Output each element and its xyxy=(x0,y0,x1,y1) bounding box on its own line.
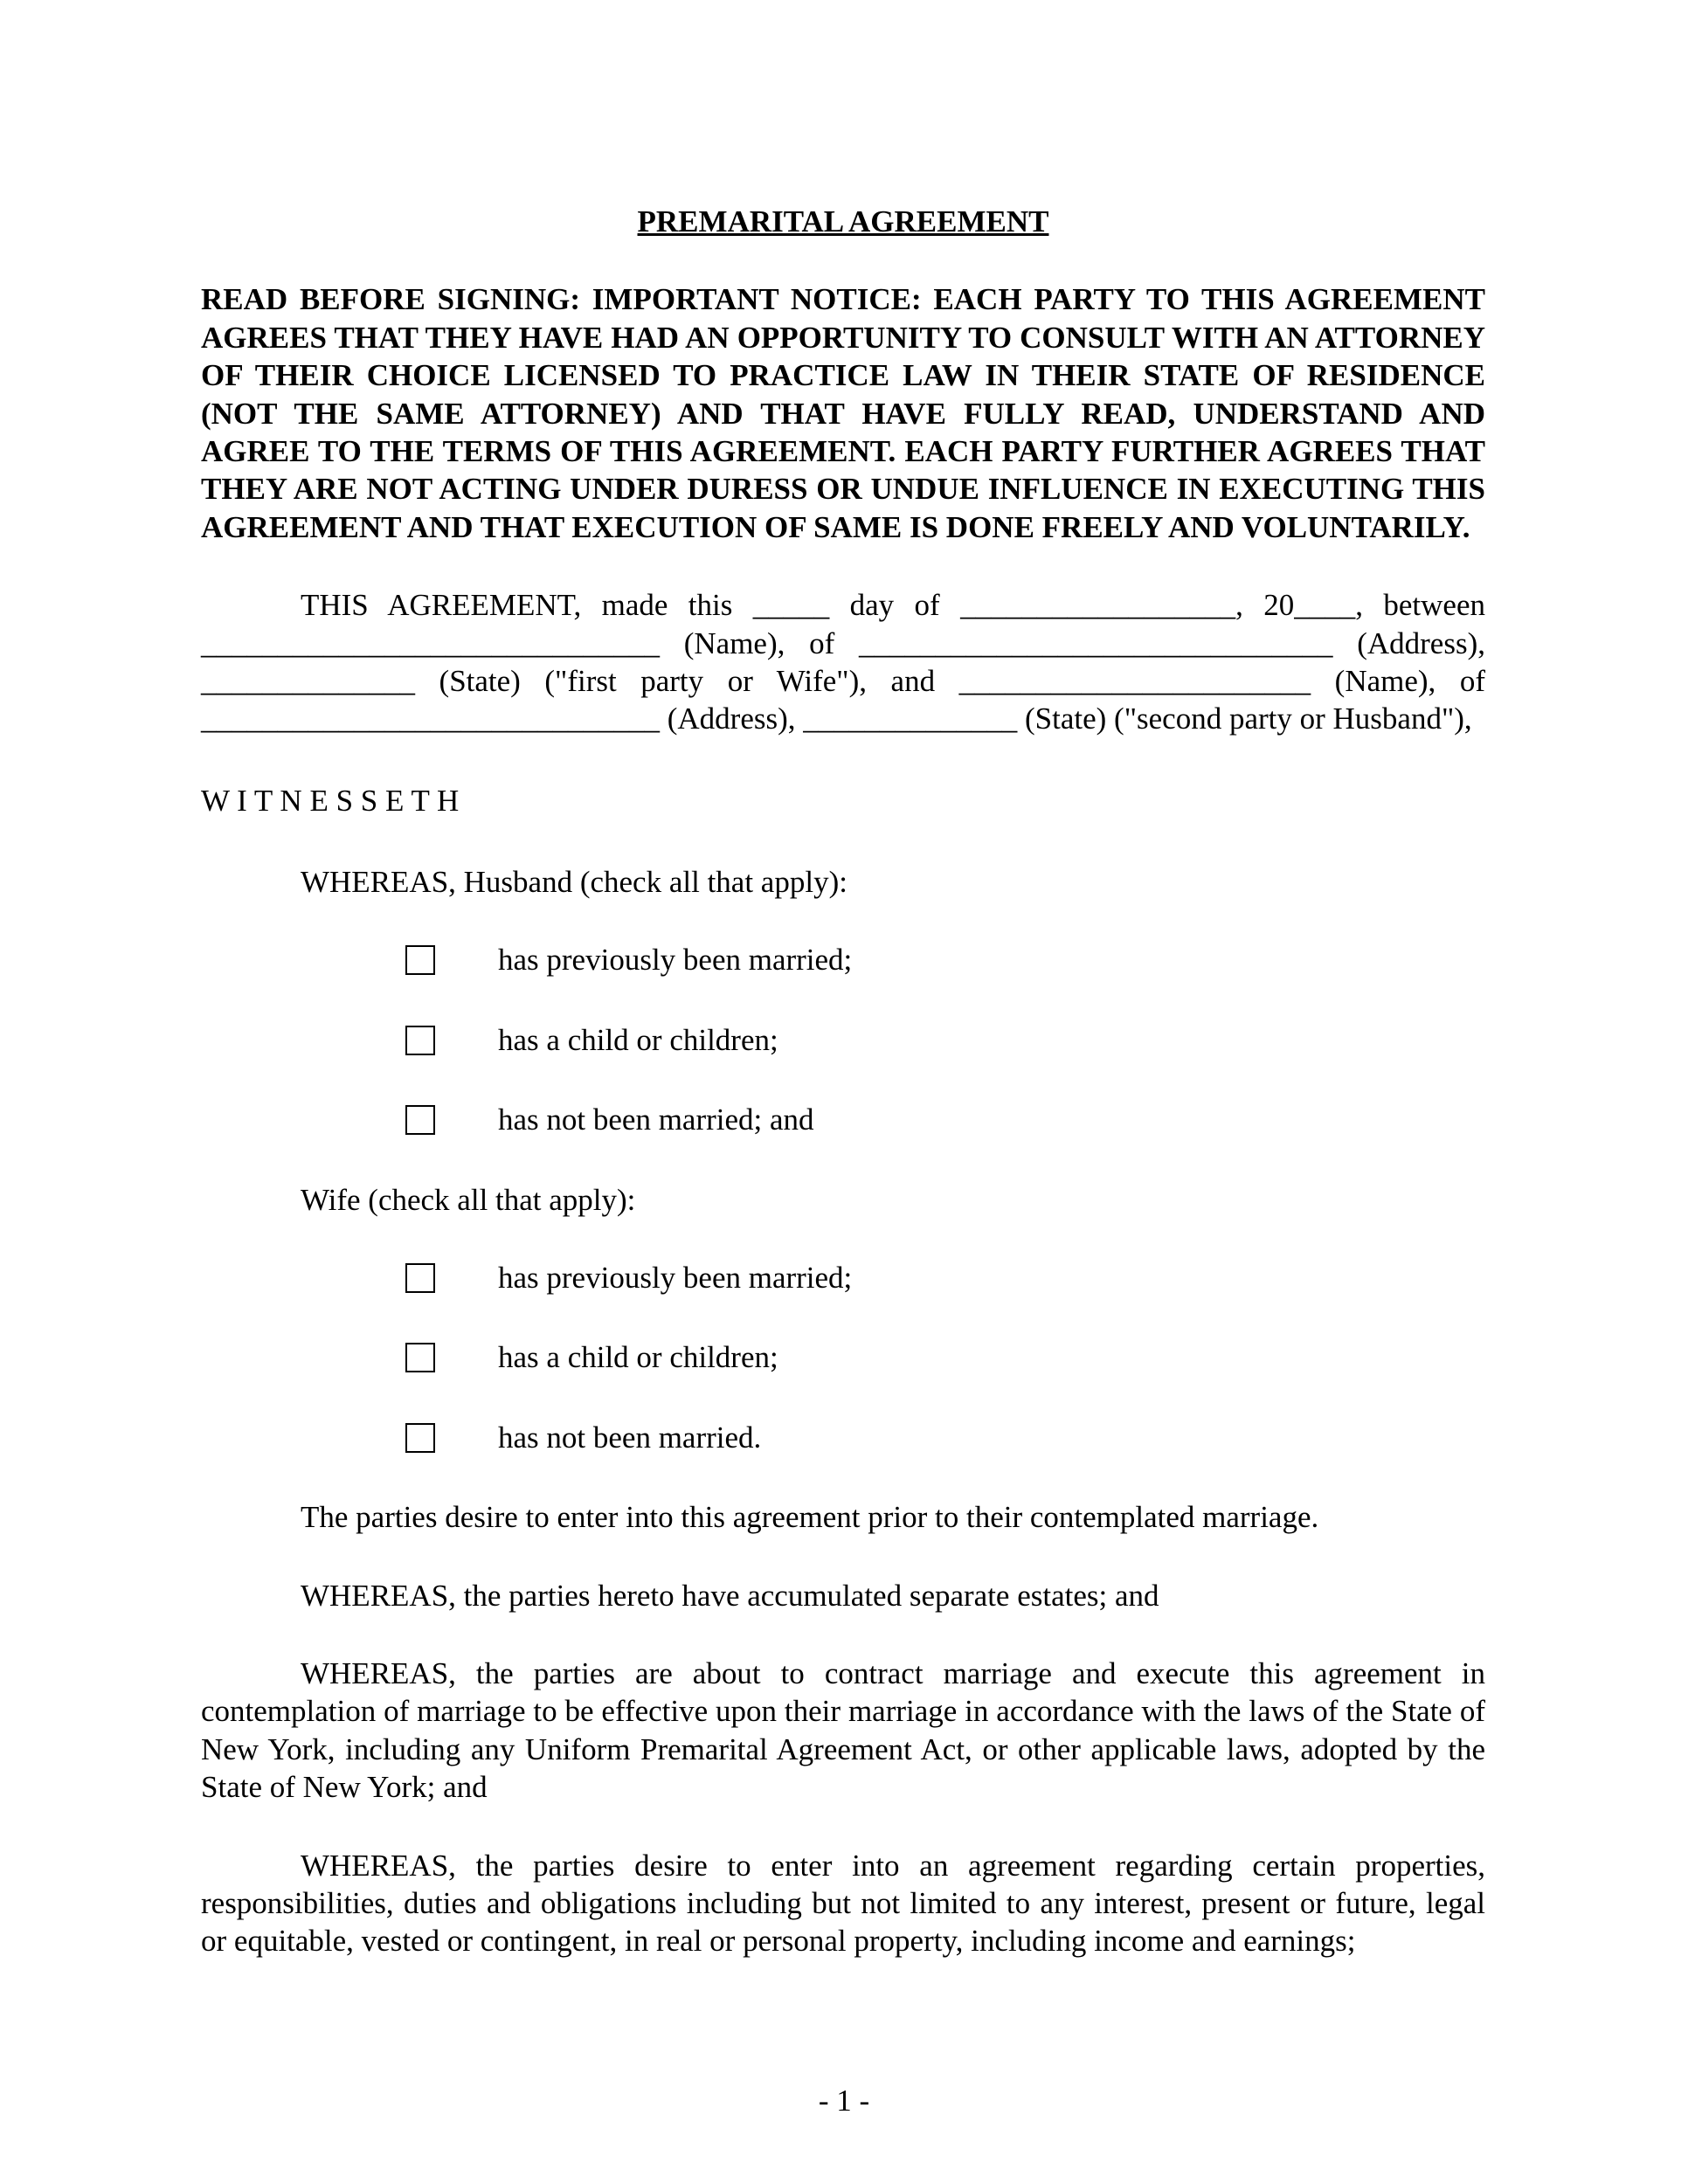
checkbox[interactable] xyxy=(405,1026,435,1055)
page-number: - 1 - xyxy=(818,2083,870,2118)
wife-check-row-child-or-children xyxy=(405,1338,1485,1376)
checkbox[interactable] xyxy=(405,1343,435,1372)
husband-check-row-not-been-married xyxy=(405,1101,1485,1138)
checkbox[interactable] xyxy=(405,945,435,975)
agreement-intro-paragraph: THIS AGREEMENT, made this _____ day of __________________, 20____, between ______________________________ (Name), of _______________________________ (Address), ______________ (State) ("first party or Wife"), and _______________________ (Name), of ______________________________ (Address), ______________ (State) ("second party or Husband"), xyxy=(201,588,1485,736)
checkbox-label: has previously been married; xyxy=(498,943,853,978)
checkbox-label: has not been married. xyxy=(498,1420,762,1455)
wife-checklist-heading: Wife (check all that apply): xyxy=(301,1182,636,1217)
document-title: PREMARITAL AGREEMENT xyxy=(637,204,1049,238)
paragraph-whereas-separate-estates: WHEREAS, the parties hereto have accumulated separate estates; and xyxy=(301,1578,1159,1613)
paragraph-whereas-contract-marriage: WHEREAS, the parties are about to contract marriage and execute this agreement in contemplation of marriage to be effective upon their marriage in accordance with the laws of the State of New York, including any Uniform Premarital Agreement Act, or other applicable laws, adopted by the State of New York; and xyxy=(201,1655,1485,1805)
checkbox-label: has a child or children; xyxy=(498,1340,778,1375)
checkbox-label: has not been married; and xyxy=(498,1102,814,1137)
wife-check-row-not-been-married xyxy=(405,1419,1485,1456)
wife-check-row-previously-married xyxy=(405,1259,1485,1296)
checkbox[interactable] xyxy=(405,1423,435,1453)
witnesseth-heading: W I T N E S S E T H xyxy=(201,783,460,818)
husband-checklist-heading: WHEREAS, Husband (check all that apply): xyxy=(301,865,847,900)
husband-check-row-previously-married xyxy=(405,941,1485,978)
husband-check-row-child-or-children xyxy=(405,1021,1485,1059)
paragraph-parties-desire: The parties desire to enter into this agreement prior to their contemplated marriage. xyxy=(301,1500,1319,1535)
paragraph-whereas-agreement-properties: WHEREAS, the parties desire to enter into an agreement regarding certain properties, responsibilities, duties and obligations including but not limited to any interest, present or future, legal or equitable, vested or contingent, in real or personal property, including income and earnings; xyxy=(201,1848,1485,1959)
checkbox-label: has previously been married; xyxy=(498,1261,853,1296)
checkbox-label: has a child or children; xyxy=(498,1022,778,1057)
checkbox[interactable] xyxy=(405,1105,435,1135)
checkbox[interactable] xyxy=(405,1263,435,1293)
notice-paragraph: READ BEFORE SIGNING: IMPORTANT NOTICE: EACH PARTY TO THIS AGREEMENT AGREES THAT THEY HAVE HAD AN OPPORTUNITY TO CONSULT WITH AN ATTORNEY OF THEIR CHOICE LICENSED TO PRACTICE LAW IN THEIR STATE OF RESIDENCE (NOT THE SAME ATTORNEY) AND THAT HAVE FULLY READ, UNDERSTAND AND AGREE TO THE TERMS OF THIS AGREEMENT. EACH PARTY FURTHER AGREES THAT THEY ARE NOT ACTING UNDER DURESS OR UNDUE INFLUENCE IN EXECUTING THIS AGREEMENT AND THAT EXECUTION OF SAME IS DONE FREELY AND VOLUNTARILY. xyxy=(201,282,1485,544)
